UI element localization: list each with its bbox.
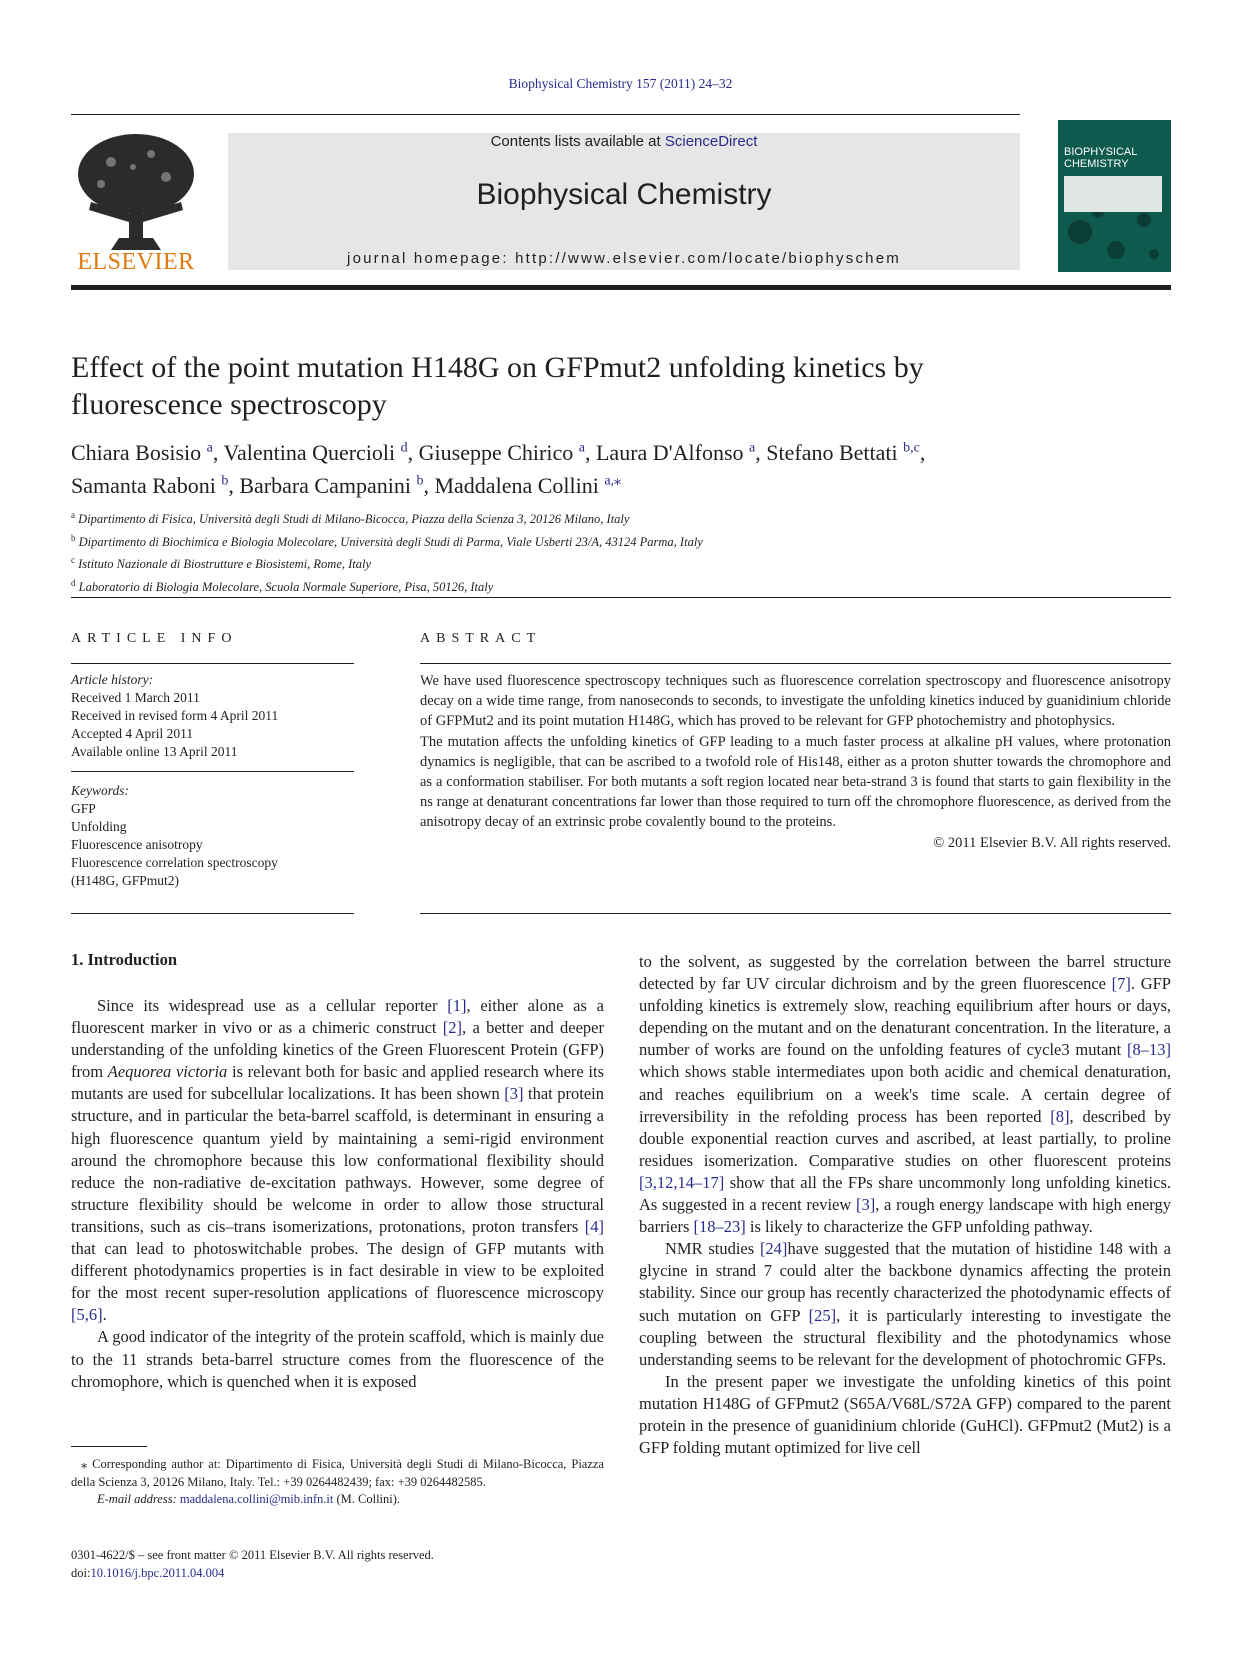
cover-title: BIOPHYSICAL CHEMISTRY <box>1064 146 1137 170</box>
abstract-paragraph: We have used fluorescence spectroscopy techniques such as fluorescence correlation spectroscopy and fluorescence anisotropy decay on a wide time range, from nanoseconds to seconds, to investigate the unfolding kinetics induced by guanidinium chloride of GFPMut2 and its point mutation H148G, which has proved to be relevant for GFP photochemistry and photophysics. <box>420 673 1171 730</box>
contents-prefix: Contents lists available at <box>490 133 665 150</box>
keywords-label: Keywords: <box>71 783 129 798</box>
author-list <box>71 435 1171 500</box>
author: Laura D'Alfonso $^a$, <box>595 440 767 466</box>
reference-link[interactable]: [8–13] <box>1127 1040 1171 1060</box>
author: Valentina Quercioli $^d$, <box>223 440 419 466</box>
footnote-rule <box>71 1446 147 1447</box>
email-link[interactable]: maddalena.collini@mib.infn.it <box>179 1492 334 1506</box>
author: Giuseppe Chirico $^a$, <box>418 440 596 466</box>
reference-link[interactable]: [5,6] <box>71 1305 103 1325</box>
author: Chiara Bosisio $^a$, <box>71 440 224 466</box>
info-rule-mid <box>71 771 354 772</box>
cover-band <box>1064 176 1162 212</box>
reference-link[interactable]: [24] <box>759 1239 788 1259</box>
keywords <box>71 782 354 890</box>
keyword: Unfolding <box>71 819 127 834</box>
body-column-left <box>71 995 604 1393</box>
masthead-rule <box>71 285 1171 290</box>
keyword: (H148G, GFPmut2) <box>71 873 180 888</box>
reference-link[interactable]: [2] <box>442 1018 463 1038</box>
body-column-right <box>639 951 1171 1459</box>
header-rule <box>71 114 1020 115</box>
keyword: Fluorescence anisotropy <box>71 837 203 852</box>
email-note: E-mail address: maddalena.collini@mib.infn.it (M. Collini). <box>97 1492 401 1506</box>
front-matter <box>71 1546 604 1582</box>
front-matter-line: 0301-4622/$ – see front matter © 2011 Elsevier B.V. All rights reserved. <box>71 1548 434 1562</box>
species-name: Aequorea victoria <box>107 1062 228 1082</box>
author: Stefano Bettati $^{b,c}$, <box>766 440 926 466</box>
abstract-heading: ABSTRACT <box>420 631 542 646</box>
affiliation: $^c$ Istituto Nazionale di Biostrutture e Biosistemi, Rome, Italy <box>71 555 372 572</box>
keyword: GFP <box>71 801 96 816</box>
journal-homepage[interactable]: journal homepage: http://www.elsevier.com/locate/biophyschem <box>347 250 901 267</box>
author: Maddalena Collini $^{a,⁎}$ <box>434 472 622 498</box>
affiliation-rule <box>71 597 1171 598</box>
reference-link[interactable]: [8] <box>1050 1106 1070 1126</box>
history-item: Available online 13 April 2011 <box>71 744 238 759</box>
abstract-rule-bottom <box>420 913 1171 914</box>
reference-link[interactable]: [25] <box>808 1305 837 1325</box>
reference-link[interactable]: [3] <box>504 1084 524 1104</box>
affiliations <box>71 506 1171 597</box>
contents-line <box>228 133 1020 150</box>
doi-line: doi:10.1016/j.bpc.2011.04.004 <box>71 1566 225 1580</box>
info-rule-top <box>71 663 354 664</box>
reference-link[interactable]: [1] <box>447 996 467 1015</box>
history-label: Article history: <box>71 672 154 687</box>
body-paragraph: Since its widespread use as a cellular reporter [1], either alone as a fluorescent marker in vivo or as a chimeric construct [2], a better and deeper understanding of the unfolding kinetics of the Green Fluorescent Protein (GFP) from Aequorea victoria is relevant both for basic and applied research where its mutants are used for subcellular localizations. It has been shown [3] that protein structure, and in particular the beta-barrel scaffold, is determinant in ensuring a high fluorescence quantum yield by maintaining a semi-rigid environment around the chromophore because this low conformational flexibility should reduce the non-radiative de-excitation pathways. However, some degree of structure flexibility should be welcome in order to allow those structural transitions, such as cis–trans isomerizations, protonations, proton transfers [4] that can lead to photoswitchable probes. The design of GFP mutants with different photodynamics properties is in fact desirable in view to be exploited for the most recent super-resolution applications of fluorescence microscopy [5,6]. <box>71 996 605 1325</box>
corresponding-note: ⁎ Corresponding author at: Dipartimento di Fisica, Università degli Studi di Milano-Bicocca, Piazza della Scienza 3, 20126 Milano, Italy. Tel.: +39 0264482439; fax: +39 0264482585. <box>71 1457 604 1489</box>
reference-link[interactable]: [18–23] <box>693 1217 746 1237</box>
elsevier-wordmark: ELSEVIER <box>77 249 195 275</box>
affiliation: $^b$ Dipartimento di Biochimica e Biologia Molecolare, Università degli Studi di Parma, Viale Usberti 23/A, 43124 Parma, Italy <box>71 532 703 549</box>
abstract-paragraph: The mutation affects the unfolding kinetics of GFP leading to a much faster process at alkaline pH values, where protonation dynamics is negligible, that can be ascribed to a twofold role of His148, either as a proton shutter towards the chromophore and as a conformation stabiliser. For both mutants a soft region located near beta-strand 3 is found that starts to gain flexibility in the ns range at denaturant concentrations far lower than those required to turn off the chromophore fluorescence, as derived from the anisotropy decay of an extrinsic probe covalently bound to the proteins. <box>420 733 1171 831</box>
body-paragraph: A good indicator of the integrity of the protein scaffold, which is mainly due to the 11 strands beta-barrel structure comes from the fluorescence of the chromophore, which is quenched when it is exposed <box>71 1327 604 1391</box>
title-line-1: Effect of the point mutation H148G on GFPmut2 unfolding kinetics by <box>71 351 924 384</box>
history-item: Received 1 March 2011 <box>71 690 200 705</box>
history-item: Received in revised form 4 April 2011 <box>71 708 279 723</box>
reference-link[interactable]: [4] <box>584 1216 604 1236</box>
doi-link[interactable]: 10.1016/j.bpc.2011.04.004 <box>90 1566 225 1580</box>
reference-link[interactable]: [7] <box>1111 974 1131 994</box>
info-rule-bottom <box>71 913 354 914</box>
journal-citation[interactable]: Biophysical Chemistry 157 (2011) 24–32 <box>508 76 733 91</box>
reference-link[interactable]: [3] <box>855 1195 876 1215</box>
abstract-copyright: © 2011 Elsevier B.V. All rights reserved. <box>933 834 1171 851</box>
author: Samanta Raboni $^b$, <box>71 472 240 498</box>
body-paragraph: NMR studies [24]have suggested that the mutation of histidine 148 with a glycine in strand 7 could alter the backbone dynamics affecting the protein stability. Since our group has recently characterized the photodynamic effects of such mutation on GFP [25], it is particularly interesting to investigate the coupling between the structural flexibility and the photodynamics whose understanding seems to be relevant for the development of photochromic GFPs. <box>639 1239 1172 1369</box>
corresponding-author-footnote <box>71 1456 604 1509</box>
article-info-heading: ARTICLE INFO <box>71 631 238 646</box>
affiliation: $^a$ Dipartimento di Fisica, Università degli Studi di Milano-Bicocca, Piazza della Scienza 3, 20126 Milano, Italy <box>71 510 630 527</box>
keyword: Fluorescence correlation spectroscopy <box>71 855 278 870</box>
body-paragraph: to the solvent, as suggested by the correlation between the barrel structure detected by far UV circular dichroism and by the green fluorescence [7]. GFP unfolding kinetics is extremely slow, reaching equilibrium after hours or days, depending on the mutant and on the denaturant concentration. In the literature, a number of works are found on the unfolding features of cycle3 mutant [8–13] which shows stable intermediates upon both acidic and chemical denaturation, and reaches equilibrium on a week's time scale. A certain degree of irreversibility in the refolding process has been reported [8], described by double exponential reaction curves and ascribed, at least partially, to proline residues isomerization. Comparative studies on other fluorescent proteins [3,12,14–17] show that all the FPs share uncommonly long unfolding kinetics. As suggested in a recent review [3], a rough energy landscape with high energy barriers [18–23] is likely to characterize the GFP unfolding pathway. <box>639 952 1171 1237</box>
journal-title: Biophysical Chemistry <box>476 178 772 211</box>
title-line-2: fluorescence spectroscopy <box>71 388 387 421</box>
reference-link[interactable]: [3,12,14–17] <box>639 1172 725 1192</box>
sciencedirect-link[interactable]: ScienceDirect <box>664 133 758 150</box>
author: Barbara Campanini $^b$, <box>239 472 435 498</box>
abstract-body <box>420 671 1171 853</box>
article-title <box>71 349 1071 423</box>
affiliation: $^d$ Laboratorio di Biologia Molecolare, Scuola Normale Superiore, Pisa, 50126, Italy <box>71 577 494 595</box>
article-history <box>71 671 354 761</box>
section-heading-introduction: 1. Introduction <box>71 950 178 969</box>
history-item: Accepted 4 April 2011 <box>71 726 194 741</box>
body-paragraph: In the present paper we investigate the unfolding kinetics of this point mutation H148G of GFPmut2 (S65A/V68L/S72A GFP) compared to the parent protein in the presence of guanidinium chloride (GuHCl). GFPmut2 (Mut2) is a GFP folding mutant optimized for live cell <box>639 1371 1171 1458</box>
abstract-rule-top <box>420 663 1171 664</box>
